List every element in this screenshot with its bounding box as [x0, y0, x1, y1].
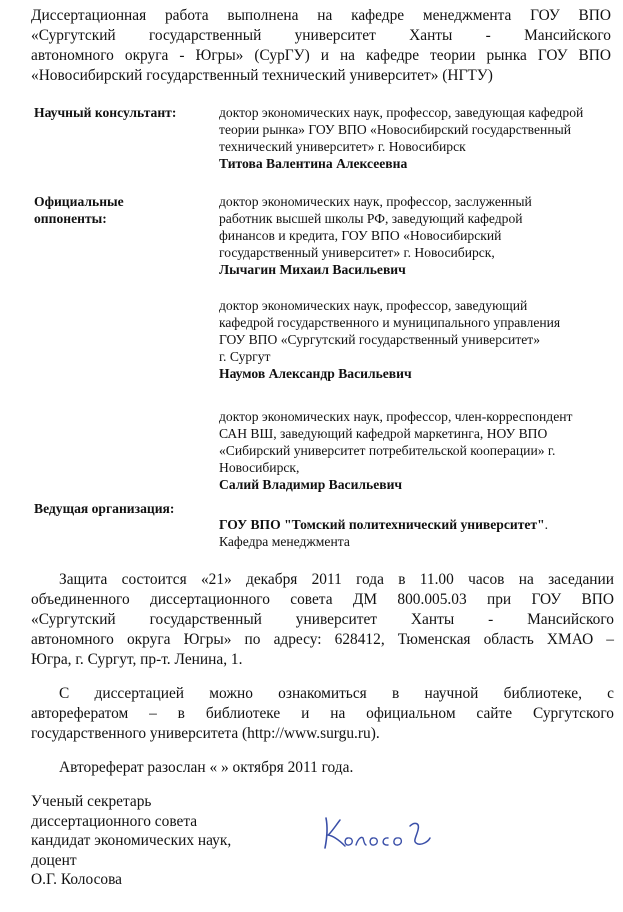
opponent-line: «Сибирский университет потребительской кооперации» г. — [219, 443, 556, 458]
intro-line: «Сургутский государственный университет Ханты - Мансийского — [31, 27, 611, 44]
intro-line: Диссертационная работа выполнена на кафедре менеджмента ГОУ ВПО — [31, 7, 611, 24]
leading-org-entry — [219, 516, 614, 550]
opponent-line: доктор экономических наук, профессор, член-корреспондент — [219, 409, 573, 424]
leading-org-label: Ведущая организация: — [34, 501, 175, 516]
opponent-entry — [219, 193, 614, 278]
opponent-line: кафедрой государственного и муниципального управления — [219, 315, 561, 330]
leading-org-name: ГОУ ВПО "Томский политехнический университет" — [219, 517, 545, 532]
opponent-line: финансов и кредита, ГОУ ВПО «Новосибирский — [219, 228, 502, 243]
consultant-entry — [219, 104, 614, 172]
intro-line: «Новосибирский государственный технический университет» (НГТУ) — [31, 67, 493, 84]
opponent-line: доктор экономических наук, профессор, заведующий — [219, 298, 528, 313]
sent-date-paragraph — [59, 758, 353, 778]
consultant-line: технический университет» г. Новосибирск — [219, 139, 466, 154]
leading-org-name-line — [219, 516, 614, 533]
sent-date-text: Автореферат разослан « » октября 2011 года. — [59, 759, 354, 776]
opponent-entry — [219, 297, 614, 382]
defense-line: автономного округа Югры» по адресу: 628412, Тюменская область ХМАО – — [31, 631, 614, 648]
defense-line: Югра, г. Сургут, пр-т. Ленина, 1. — [31, 651, 243, 668]
library-paragraph — [31, 684, 614, 744]
secretary-line: доцент — [31, 851, 77, 869]
opponent-line: ГОУ ВПО «Сургутский государственный университет» — [219, 332, 541, 347]
opponent-name: Салий Владимир Васильевич — [219, 477, 403, 492]
intro-paragraph — [31, 6, 611, 86]
opponents-label-line: оппоненты: — [34, 211, 107, 226]
leading-org-name-suffix: . — [544, 517, 549, 532]
opponent-line: Новосибирск, — [219, 460, 300, 475]
secretary-line: О.Г. Колосова — [31, 871, 122, 888]
library-line: государственного университета (http://www.surgu.ru). — [31, 725, 380, 742]
defense-line: Защита состоится «21» декабря 2011 года в 11.00 часов на заседании — [59, 571, 614, 588]
opponent-name: Лычагин Михаил Васильевич — [219, 262, 406, 277]
library-line: авторефератом – в библиотеке и на официальном сайте Сургутского — [31, 705, 614, 722]
handwritten-signature — [318, 808, 438, 856]
consultant-label: Научный консультант: — [34, 105, 177, 120]
defense-paragraph — [31, 570, 614, 670]
opponent-line: государственный университет» г. Новосибирск, — [219, 245, 495, 260]
defense-line: объединенного диссертационного совета ДМ 800.005.03 при ГОУ ВПО — [31, 591, 614, 608]
consultant-line: теории рынка» ГОУ ВПО «Новосибирский государственный — [219, 122, 572, 137]
opponents-label — [34, 193, 124, 227]
opponent-line: САН ВШ, заведующий кафедрой маркетинга, НОУ ВПО — [219, 426, 548, 441]
intro-line: автономного округа - Югры» (СурГУ) и на кафедре теории рынка ГОУ ВПО — [31, 47, 611, 64]
secretary-block — [31, 792, 231, 890]
opponent-name: Наумов Александр Васильевич — [219, 366, 412, 381]
consultant-line: доктор экономических наук, профессор, заведующая кафедрой — [219, 105, 584, 120]
opponent-entry — [219, 408, 614, 493]
opponent-line: доктор экономических наук, профессор, заслуженный — [219, 194, 532, 209]
secretary-line: Ученый секретарь — [31, 793, 152, 810]
library-line: С диссертацией можно ознакомиться в научной библиотеке, с — [59, 685, 614, 702]
opponent-line: г. Сургут — [219, 349, 271, 364]
opponents-label-line: Официальные — [34, 194, 124, 209]
secretary-line: кандидат экономических наук, — [31, 832, 232, 849]
opponent-line: работник высшей школы РФ, заведующий кафедрой — [219, 211, 523, 226]
leading-org-dept: Кафедра менеджмента — [219, 534, 350, 549]
consultant-name: Титова Валентина Алексеевна — [219, 156, 408, 171]
defense-line: «Сургутский государственный университет Ханты - Мансийского — [31, 611, 614, 628]
secretary-line: диссертационного совета — [31, 812, 198, 830]
